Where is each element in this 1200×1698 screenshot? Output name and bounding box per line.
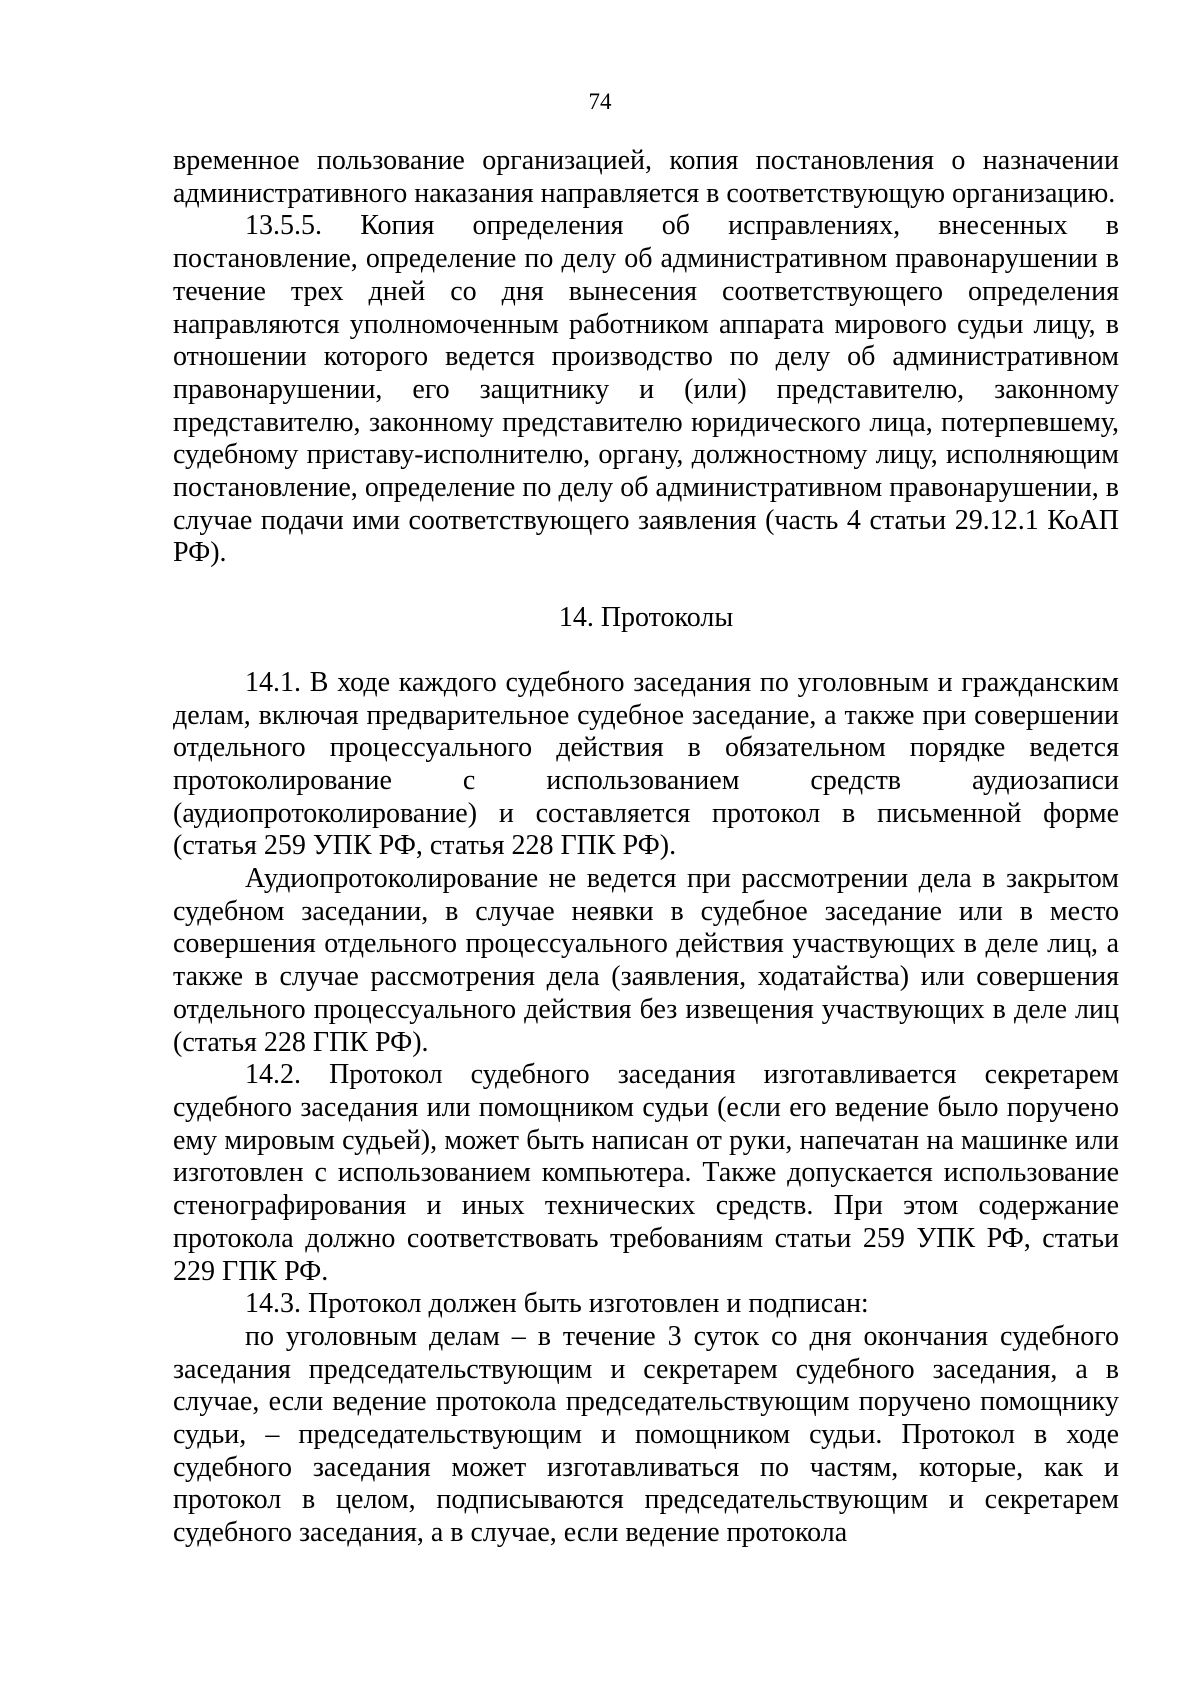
paragraph-14-2: 14.2. Протокол судебного заседания изготавливается секретарем судебного заседания или помощником судьи (если его ведение было поручено ему мировым судьей), может быть написан от руки, напечатан на машинке или изготовлен с использованием компьютера. Также допускается использование стенографирования и иных технических средств. При этом содержание протокола должно соответствовать требованиям статьи 259 УПК РФ, статьи 229 ГПК РФ. [173, 1059, 1119, 1287]
document-body [173, 145, 1119, 1550]
paragraph-criminal-cases: по уголовным делам – в течение 3 суток со дня окончания судебного заседания председательствующим и секретарем судебного заседания, а в случае, если ведение протокола председательствующим поручено помощнику судьи, – председательствующим и помощником судьи. Протокол в ходе судебного заседания может изготавливаться по частям, которые, как и протокол в целом, подписываются председательствующим и секретарем судебного заседания, а в случае, если ведение протокола [173, 1320, 1119, 1549]
paragraph-13-5-5: 13.5.5. Копия определения об исправлениях, внесенных в постановление, определение по делу об административном правонарушении в течение трех дней со дня вынесения соответствующего определения направляются уполномоченным работником аппарата мирового судьи лицу, в отношении которого ведется производство по делу об административном правонарушении, его защитнику и (или) представителю, законному представителю, законному представителю юридического лица, потерпевшему, судебному приставу-исполнителю, органу, должностному лицу, исполняющим постановление, определение по делу об административном правонарушении, в случае подачи ими соответствующего заявления (часть 4 статьи 29.12.1 КоАП РФ). [173, 210, 1119, 569]
paragraph-14-1: 14.1. В ходе каждого судебного заседания по уголовным и гражданским делам, включая предварительное судебное заседание, а также при совершении отдельного процессуального действия в обязательном порядке ведется протоколирование с использованием средств аудиозаписи (аудиопротоколирование) и составляется протокол в письменной форме (статья 259 УПК РФ, статья 228 ГПК РФ). [173, 666, 1119, 862]
paragraph-continuation: временное пользование организацией, копия постановления о назначении административного наказания направляется в соответствующую организацию. [173, 145, 1119, 209]
paragraph-14-3: 14.3. Протокол должен быть изготовлен и подписан: [245, 1288, 869, 1320]
section-heading: 14. Протоколы [558, 602, 734, 634]
page-number: 74 [588, 89, 612, 114]
paragraph-audio-recording: Аудиопротоколирование не ведется при рассмотрении дела в закрытом судебном заседании, в случае неявки в судебное заседание или в место совершения отдельного процессуального действия участвующих в деле лиц, а также в случае рассмотрения дела (заявления, ходатайства) или совершения отдельного процессуального действия без извещения участвующих в деле лиц (статья 228 ГПК РФ). [173, 863, 1119, 1058]
